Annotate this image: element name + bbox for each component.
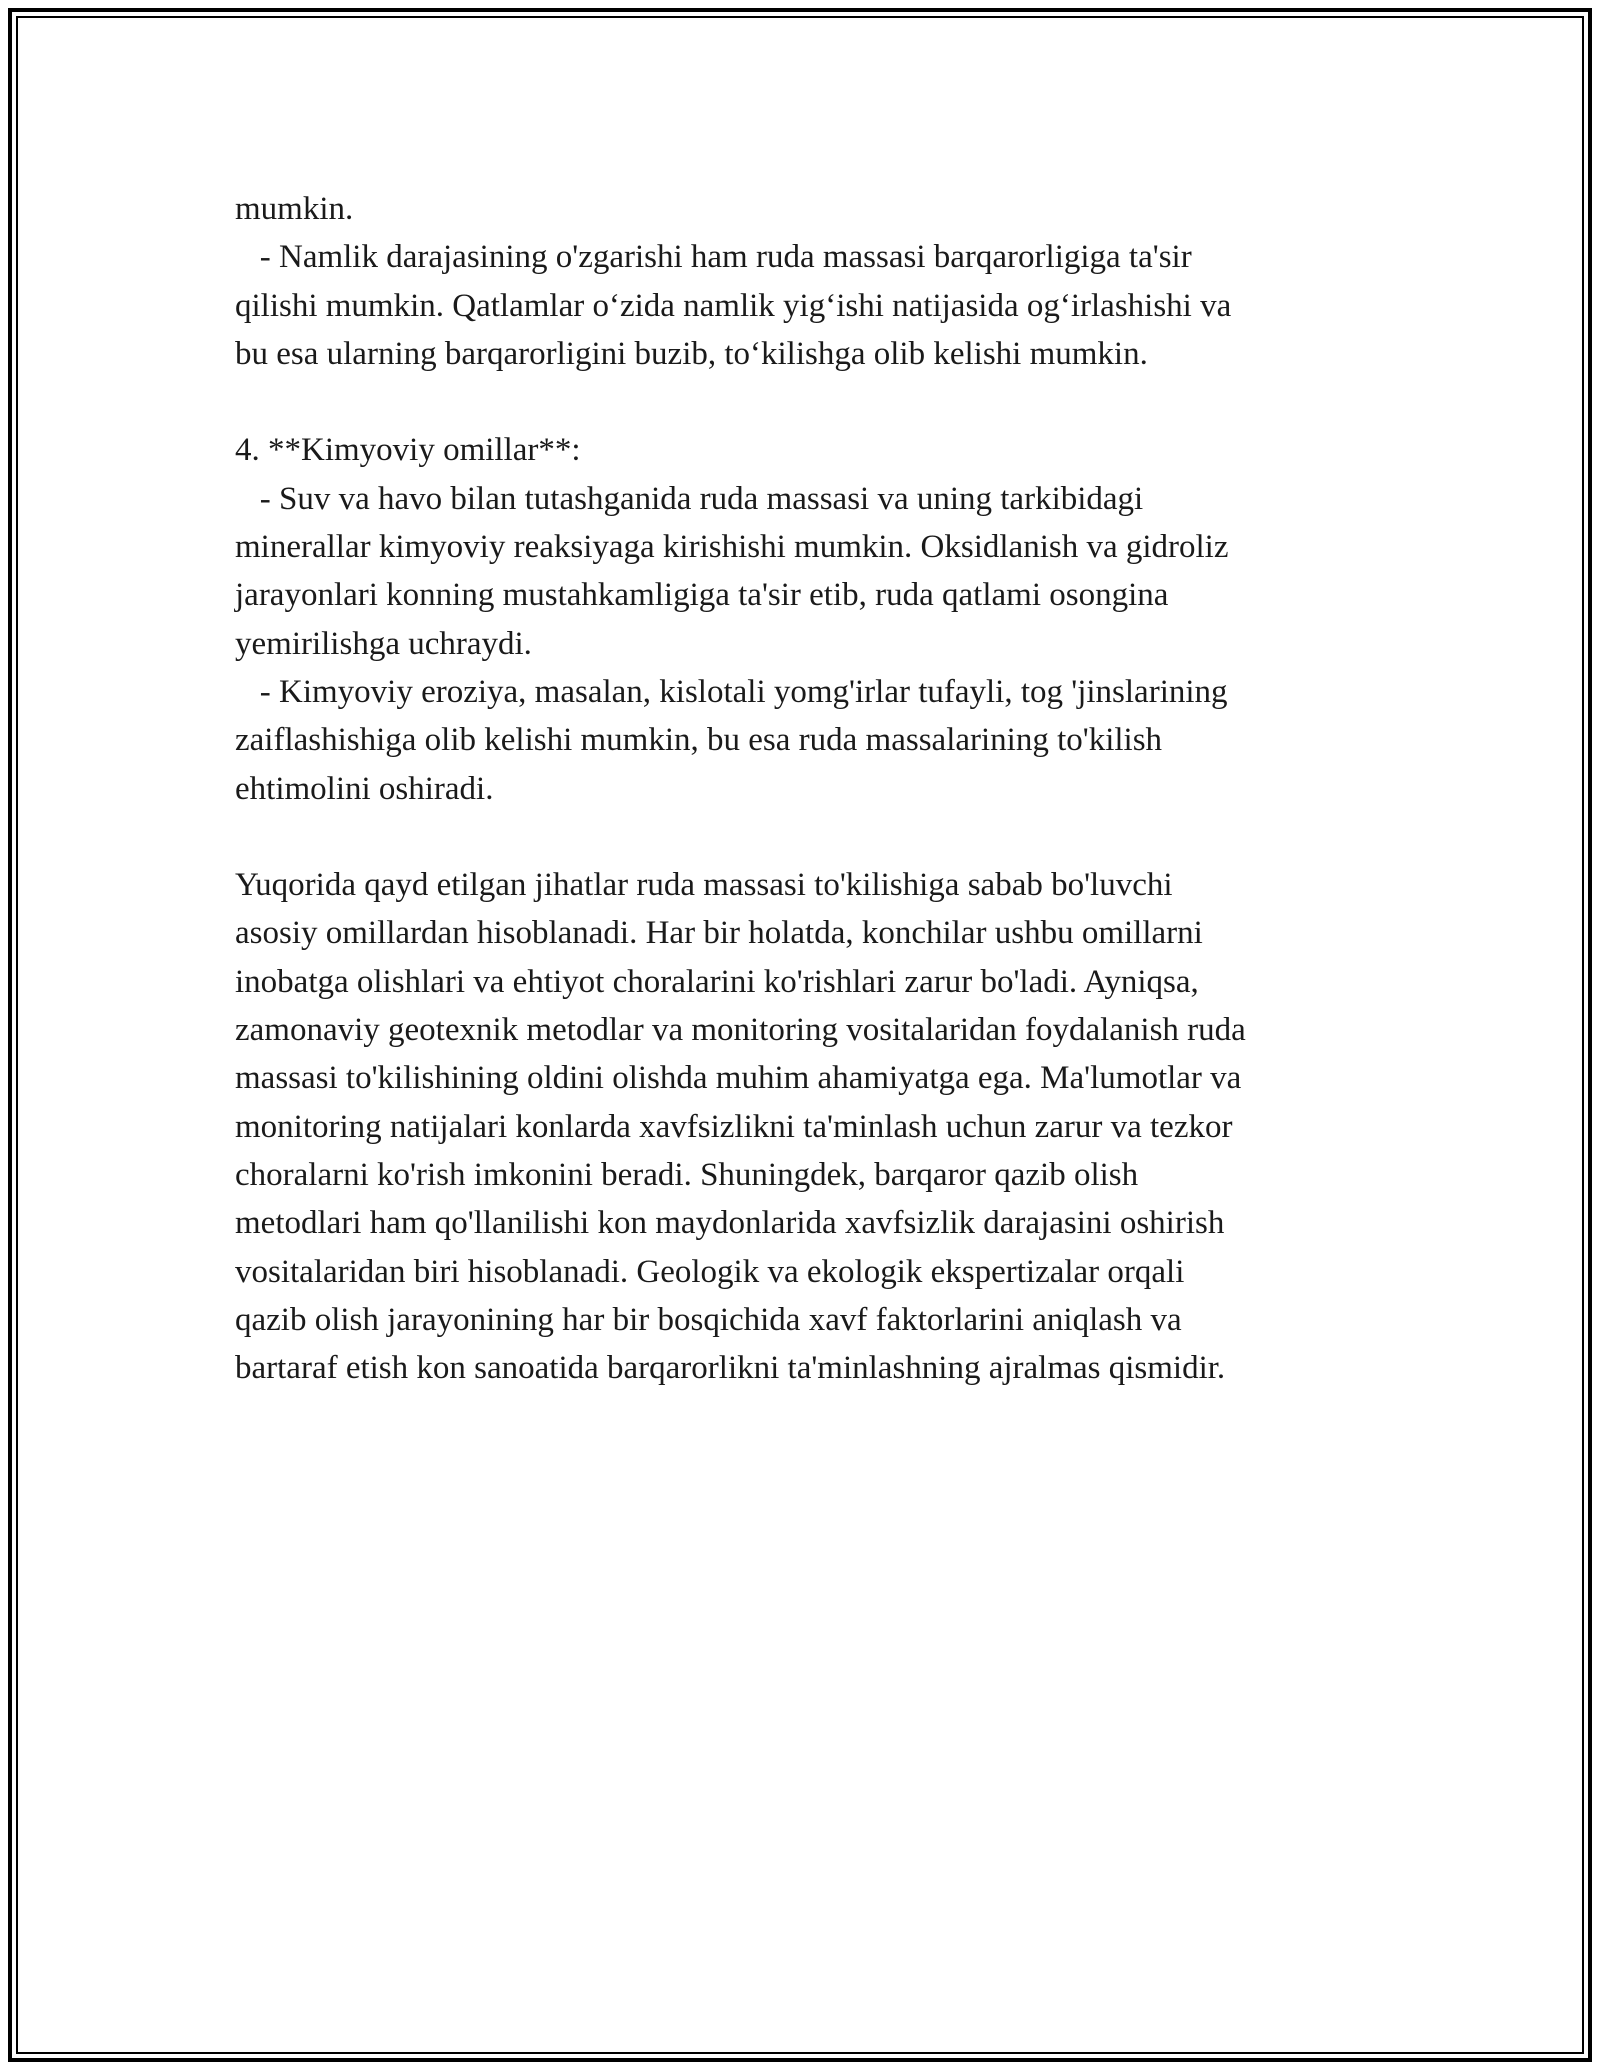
text-line: massasi to'kilishining oldini olishda muhim ahamiyatga ega. Ma'lumotlar va: [235, 1060, 1242, 1097]
text-line: qilishi mumkin. Qatlamlar o‘zida namlik yig‘ishi natijasida og‘irlashishi va: [235, 287, 1232, 324]
text-line: ehtimolini oshiradi.: [235, 770, 494, 807]
text-line: metodlari ham qo'llanilishi kon maydonlarida xavfsizlik darajasini oshirish: [235, 1205, 1225, 1242]
text-line: zaiflashishiga olib kelishi mumkin, bu esa ruda massalarining to'kilish: [235, 722, 1163, 759]
text-line: monitoring natijalari konlarda xavfsizlikni ta'minlash uchun zarur va tezkor: [235, 1108, 1233, 1145]
text-line: qazib olish jarayonining har bir bosqichida xavf faktorlarini aniqlash va: [235, 1301, 1182, 1338]
paragraph-namlik: [235, 185, 1395, 378]
text-line: - Kimyoviy eroziya, masalan, kislotali yomg'irlar tufayli, tog 'jinslarining: [235, 673, 1228, 710]
text-line: jarayonlari konning mustahkamligiga ta'sir etib, ruda qatlami osongina: [235, 577, 1169, 614]
text-line: Yuqorida qayd etilgan jihatlar ruda massasi to'kilishiga sabab bo'luvchi: [235, 867, 1173, 904]
section-heading: 4. **Kimyoviy omillar**:: [235, 432, 581, 469]
paragraph-conclusion: [235, 861, 1395, 1392]
text-line: vositalaridan biri hisoblanadi. Geologik va ekologik ekspertizalar orqali: [235, 1253, 1185, 1290]
text-line: minerallar kimyoviy reaksiyaga kirishishi mumkin. Oksidlanish va gidroliz: [235, 529, 1229, 566]
text-line: - Namlik darajasining o'zgarishi ham ruda massasi barqarorligiga ta'sir: [235, 239, 1192, 276]
text-line: bu esa ularning barqarorligini buzib, to‘kilishga olib kelishi mumkin.: [235, 335, 1148, 372]
text-line: zamonaviy geotexnik metodlar va monitoring vositalaridan foydalanish ruda: [235, 1012, 1246, 1049]
paragraph-spacer: [235, 813, 1395, 861]
text-line: bartaraf etish kon sanoatida barqarorlikni ta'minlashning ajralmas qismidir.: [235, 1350, 1226, 1387]
document-body: [235, 185, 1395, 1392]
paragraph-spacer: [235, 378, 1395, 426]
section-kimyoviy-omillar: [235, 426, 1395, 812]
text-line: mumkin.: [235, 191, 354, 227]
text-line: choralarni ko'rish imkonini beradi. Shuningdek, barqaror qazib olish: [235, 1156, 1139, 1193]
text-line: - Suv va havo bilan tutashganida ruda massasi va uning tarkibidagi: [235, 480, 1144, 517]
text-line: inobatga olishlari va ehtiyot choralarini ko'rishlari zarur bo'ladi. Ayniqsa,: [235, 963, 1199, 1000]
text-line: asosiy omillardan hisoblanadi. Har bir holatda, konchilar ushbu omillarni: [235, 915, 1203, 952]
text-line: yemirilishga uchraydi.: [235, 625, 532, 662]
